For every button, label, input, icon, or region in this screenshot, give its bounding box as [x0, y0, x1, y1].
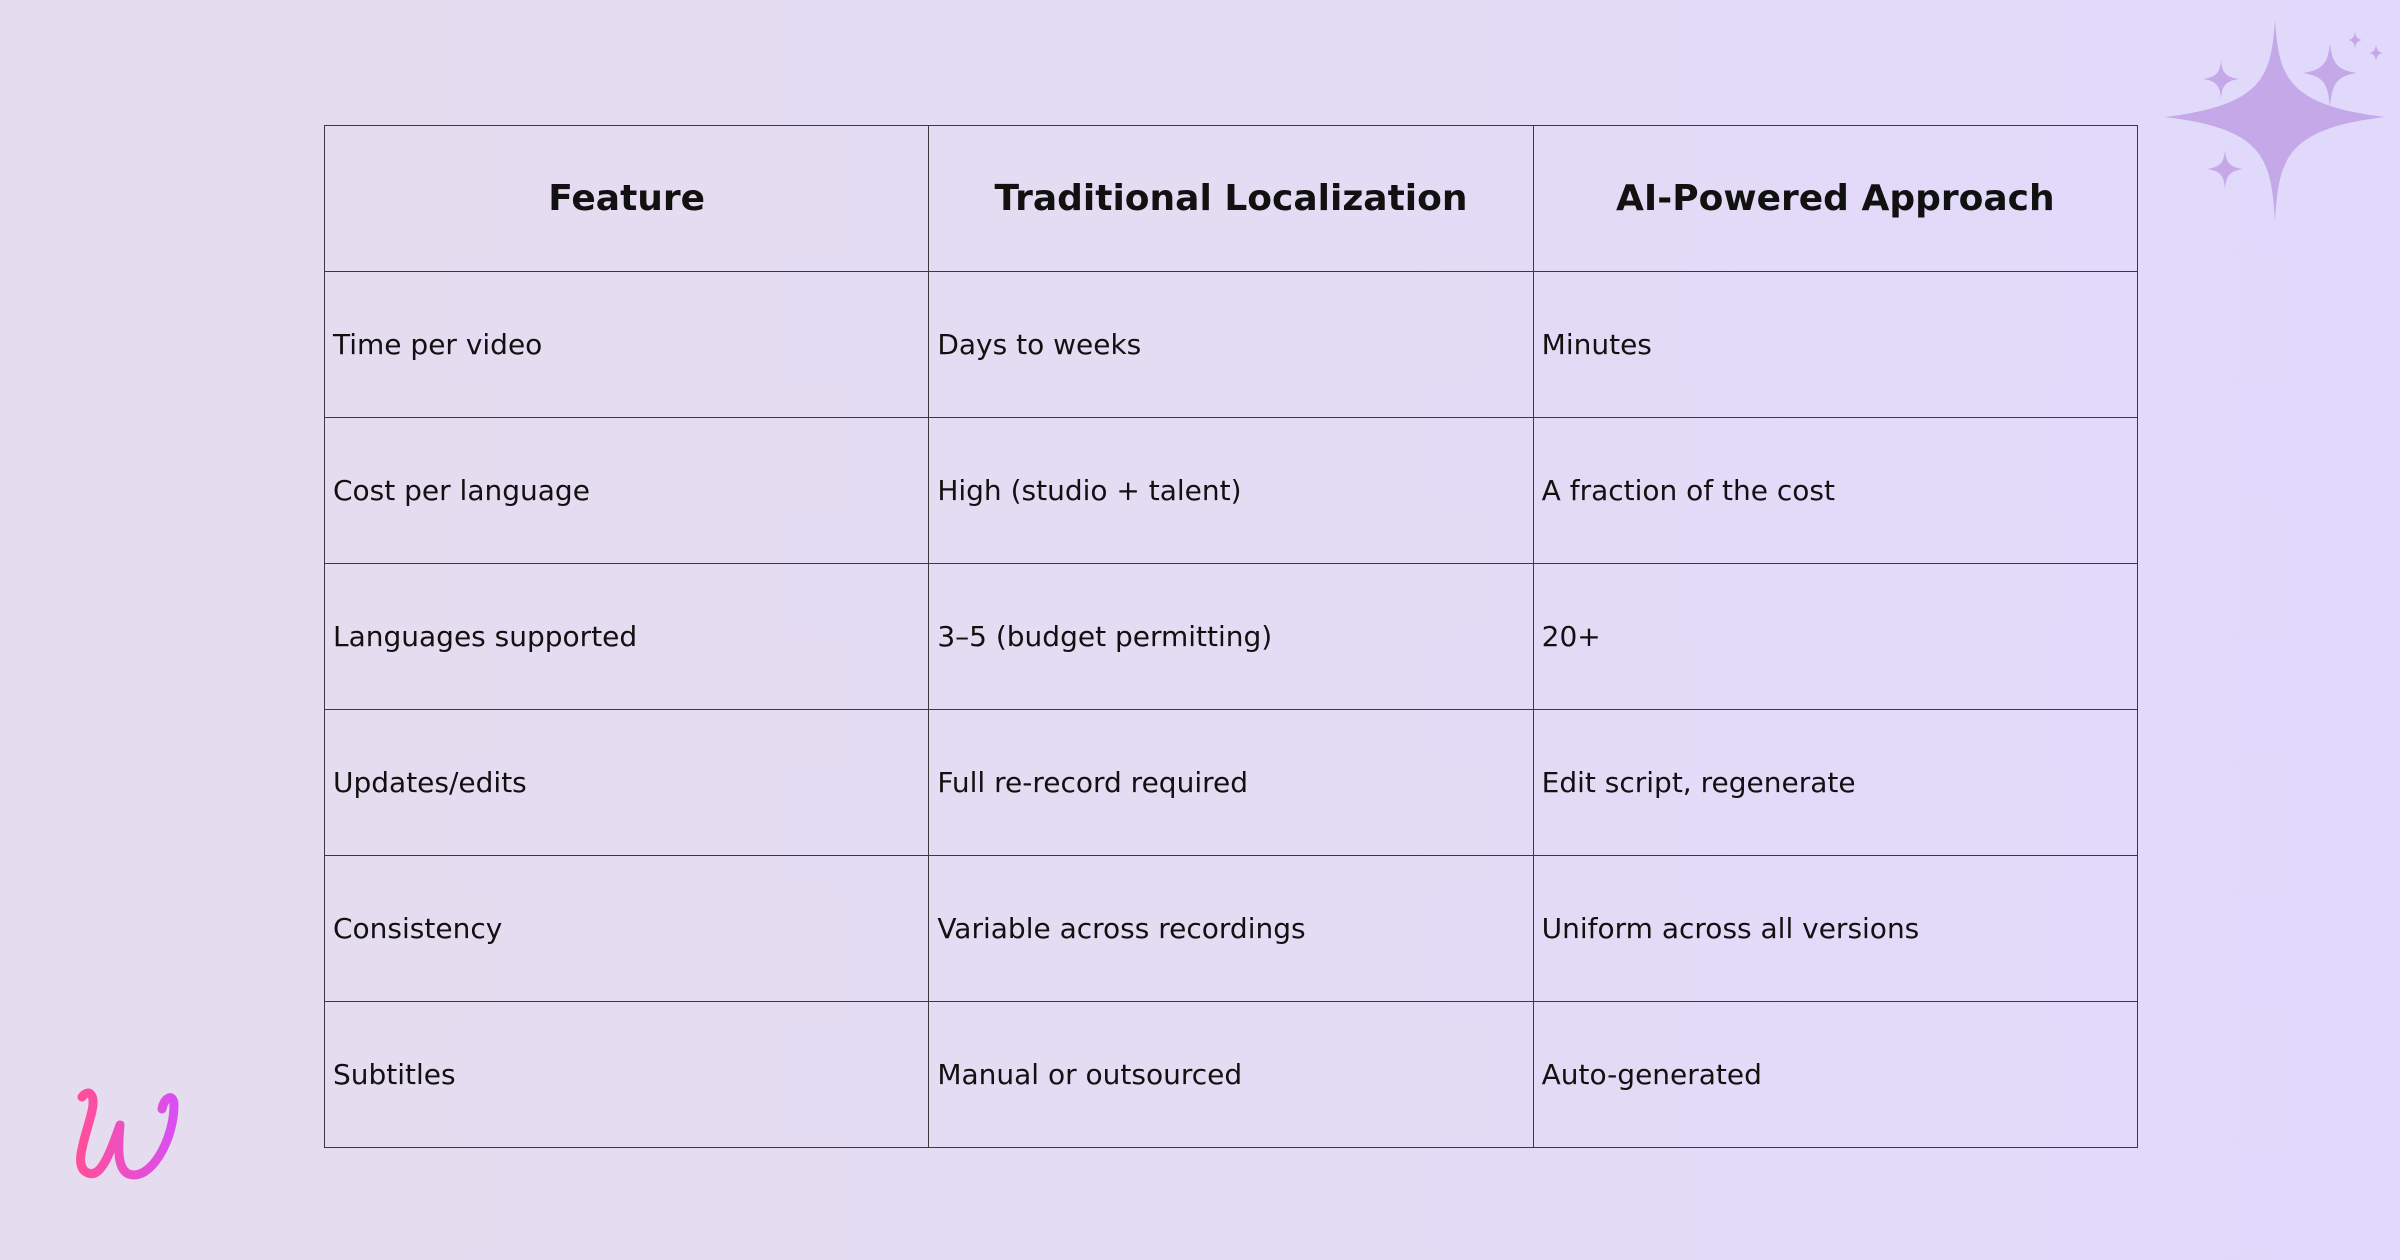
traditional-cell: Full re-record required	[929, 710, 1533, 856]
traditional-cell: Days to weeks	[929, 272, 1533, 418]
medium-sparkle-icon	[2303, 43, 2357, 107]
table-row	[325, 564, 2138, 710]
ai-powered-cell: 20+	[1533, 564, 2137, 710]
traditional-cell: Variable across recordings	[929, 856, 1533, 1002]
feature-cell: Time per video	[325, 272, 929, 418]
table-header-row	[325, 126, 2138, 272]
tiny-sparkle-icon	[2348, 32, 2362, 48]
ai-powered-cell: Uniform across all versions	[1533, 856, 2137, 1002]
ai-powered-cell: A fraction of the cost	[1533, 418, 2137, 564]
feature-cell: Languages supported	[325, 564, 929, 710]
column-header-traditional: Traditional Localization	[929, 126, 1533, 272]
w-logo-icon	[70, 1085, 185, 1185]
ai-powered-cell: Edit script, regenerate	[1533, 710, 2137, 856]
column-header-ai-powered: AI-Powered Approach	[1533, 126, 2137, 272]
feature-cell: Updates/edits	[325, 710, 929, 856]
ai-powered-cell: Minutes	[1533, 272, 2137, 418]
feature-cell: Cost per language	[325, 418, 929, 564]
table-row	[325, 418, 2138, 564]
traditional-cell: Manual or outsourced	[929, 1002, 1533, 1148]
column-header-feature: Feature	[325, 126, 929, 272]
ai-powered-cell: Auto-generated	[1533, 1002, 2137, 1148]
large-sparkle-icon	[2165, 20, 2385, 221]
sparkles-icon	[2165, 15, 2385, 225]
table-row	[325, 272, 2138, 418]
table-row	[325, 856, 2138, 1002]
traditional-cell: 3–5 (budget permitting)	[929, 564, 1533, 710]
small-sparkle-icon	[2207, 150, 2243, 189]
comparison-table	[324, 125, 2138, 1148]
feature-cell: Consistency	[325, 856, 929, 1002]
table-row	[325, 1002, 2138, 1148]
small-sparkle-icon	[2203, 60, 2239, 99]
feature-cell: Subtitles	[325, 1002, 929, 1148]
traditional-cell: High (studio + talent)	[929, 418, 1533, 564]
tiny-sparkle-icon	[2369, 45, 2383, 61]
table-row	[325, 710, 2138, 856]
